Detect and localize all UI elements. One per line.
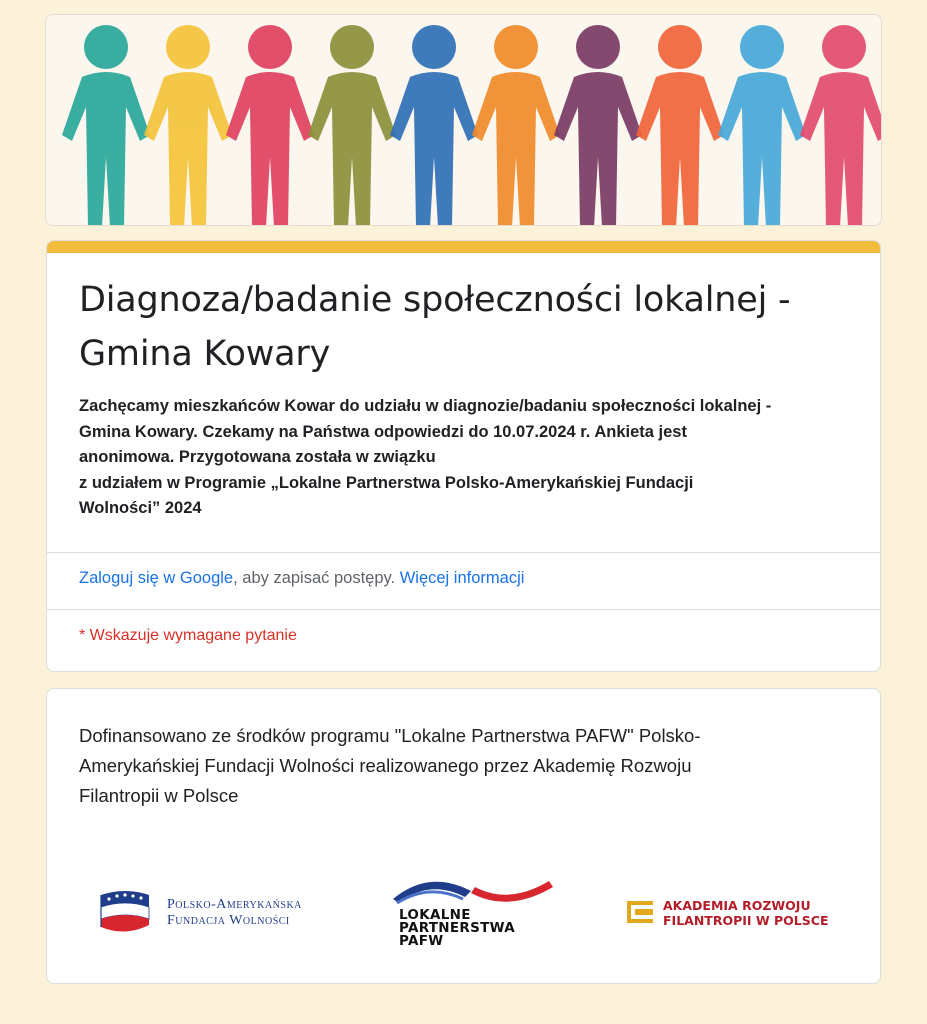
- funding-text-line: Amerykańskiej Fundacji Wolności realizowanego przez Akademię Rozwoju: [79, 755, 692, 776]
- pafw-flag-icon: [97, 887, 157, 939]
- signin-notice-text: , aby zapisać postępy.: [233, 569, 400, 587]
- lokalne-partnerstwa-logo: [389, 873, 559, 957]
- akademia-rozwoju-logo: [623, 895, 833, 935]
- arfp-logo-line: AKADEMIA ROZWOJU: [663, 898, 811, 913]
- divider: [47, 609, 880, 610]
- arfp-mark-icon: [623, 895, 657, 929]
- pafw-logo-line: Fundacja Wolności: [167, 913, 290, 928]
- funding-text-line: Filantropii w Polsce: [79, 785, 239, 806]
- funding-text-line: Dofinansowano ze środków programu "Lokalne Partnerstwa PAFW" Polsko-: [79, 725, 701, 746]
- person-figure: [636, 25, 724, 226]
- header-banner-image: [45, 14, 882, 226]
- lp-logo-line: PARTNERSTWA: [399, 920, 515, 936]
- person-figure: [554, 25, 642, 226]
- form-description: [79, 394, 869, 522]
- lp-logo-text: [399, 909, 515, 948]
- google-signin-link[interactable]: Zaloguj się w Google: [79, 569, 234, 587]
- person-figure: [390, 25, 478, 226]
- person-figure: [308, 25, 396, 226]
- description-line: Wolności” 2024: [79, 499, 202, 517]
- description-line: Zachęcamy mieszkańców Kowar do udziału w diagnozie/badaniu społeczności lokalnej -: [79, 397, 772, 415]
- divider: [47, 552, 880, 553]
- pafw-logo: [97, 887, 347, 939]
- person-figure: [800, 25, 882, 226]
- lp-logo-line: PAFW: [399, 933, 444, 949]
- person-figure: [226, 25, 314, 226]
- header-accent-bar: [47, 241, 880, 253]
- person-figure: [718, 25, 806, 226]
- form-title-line: Gmina Kowary: [79, 334, 331, 374]
- person-figure: [144, 25, 232, 226]
- arfp-logo-line: FILANTROPII W POLSCE: [663, 913, 829, 928]
- required-question-note: * Wskazuje wymagane pytanie: [79, 627, 297, 644]
- description-line: z udziałem w Programie „Lokalne Partnerstwa Polsko-Amerykańskiej Fundacji: [79, 473, 694, 492]
- signin-notice: [79, 567, 524, 589]
- pafw-logo-line: Polsko-Amerykańska: [167, 897, 302, 912]
- person-figure: [472, 25, 560, 226]
- form-title-line: Diagnoza/badanie społeczności lokalnej -: [79, 280, 791, 320]
- lp-logo-line: LOKALNE: [399, 907, 471, 923]
- funding-section-card: [46, 688, 881, 984]
- description-line: Gmina Kowary. Czekamy na Państwa odpowiedzi do 10.07.2024 r. Ankieta jest: [79, 422, 687, 441]
- arfp-logo-text: [663, 898, 829, 928]
- form-title: [79, 273, 869, 381]
- lp-arcs-icon: [389, 873, 559, 909]
- funding-text: [79, 721, 859, 811]
- form-header-card: [46, 240, 881, 672]
- description-line: anonimowa. Przygotowana została w związku: [79, 448, 436, 466]
- pafw-logo-text: [167, 897, 302, 929]
- more-info-link[interactable]: Więcej informacji: [399, 569, 525, 587]
- person-figure: [62, 25, 150, 226]
- people-holding-hands-illustration: [46, 15, 882, 226]
